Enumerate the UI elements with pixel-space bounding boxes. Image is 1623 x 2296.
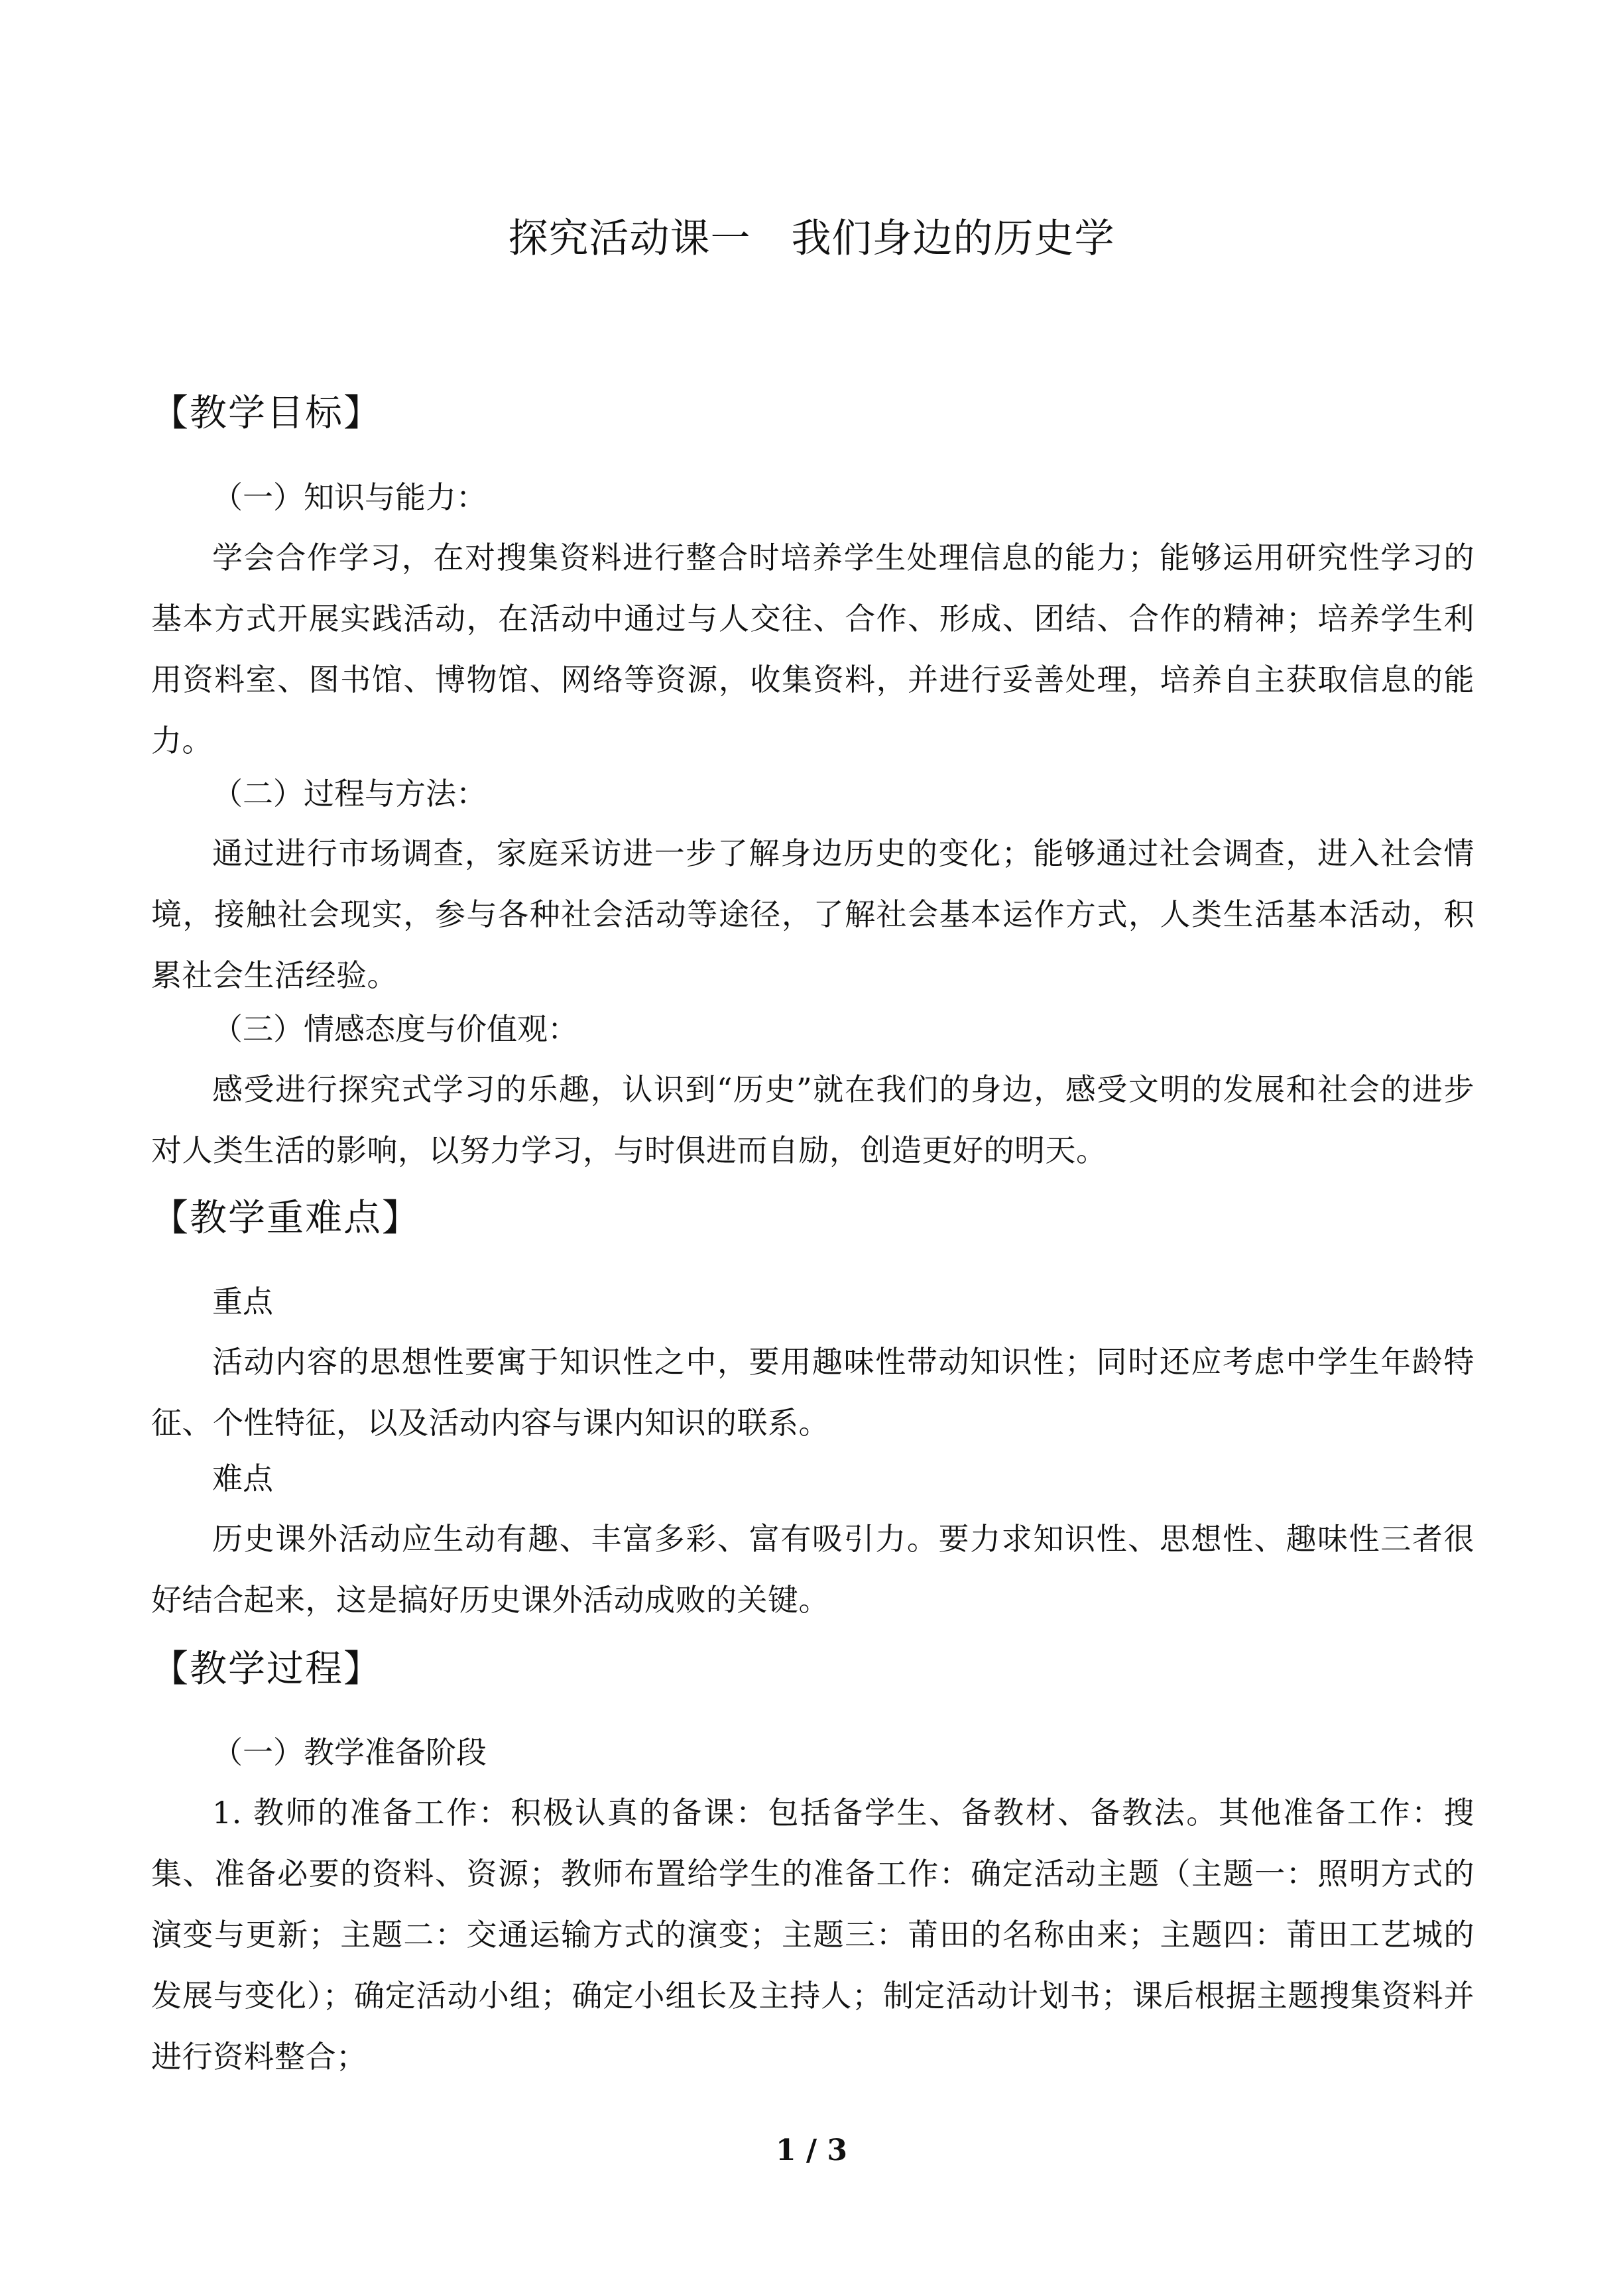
paragraph-difficulty: 历史课外活动应生动有趣、丰富多彩、富有吸引力。要力求知识性、思想性、趣味性三者很好结合起来，这是搞好历史课外活动成败的关键。	[151, 1521, 1474, 1618]
paragraph-teacher-preparation: 1. 教师的准备工作：积极认真的备课：包括备学生、备教材、备教法。其他准备工作：搜集、准备必要的资料、资源；教师布置给学生的准备工作：确定活动主题（主题一：照明方式的演变与更新；主题二：交通运输方式的演变；主题三：莆田的名称由来；主题四：莆田工艺城的发展与变化）；确定活动小组；确定小组长及主持人；制定活动计划书；课后根据主题搜集资料并进行资料整合；	[151, 1795, 1474, 2075]
subheading-preparation-stage: （一）教学准备阶段	[212, 1734, 487, 1770]
subheading-emotion-values: （三）情感态度与价值观：	[212, 1011, 578, 1047]
section-heading-teaching-goals: 【教学目标】	[151, 392, 382, 435]
paragraph-knowledge-ability: 学会合作学习，在对搜集资料进行整合时培养学生处理信息的能力；能够运用研究性学习的基本方式开展实践活动，在活动中通过与人交往、合作、形成、团结、合作的精神；培养学生利用资料室、图书馆、博物馆、网络等资源，收集资料，并进行妥善处理，培养自主获取信息的能力。	[151, 540, 1474, 758]
paragraph-key-point: 活动内容的思想性要寓于知识性之中，要用趣味性带动知识性；同时还应考虑中学生年龄特征、个性特征，以及活动内容与课内知识的联系。	[151, 1344, 1474, 1441]
page-number: 1 / 3	[776, 2134, 847, 2167]
document-title: 探究活动课一 我们身边的历史学	[508, 215, 1115, 262]
subheading-difficulty: 难点	[212, 1461, 273, 1496]
paragraph-process-method: 通过进行市场调查，家庭采访进一步了解身边历史的变化；能够通过社会调查，进入社会情境，接触社会现实，参与各种社会活动等途径，了解社会基本运作方式，人类生活基本活动，积累社会生活经验。	[151, 835, 1474, 993]
subheading-key-point: 重点	[212, 1284, 273, 1319]
section-heading-key-points: 【教学重难点】	[151, 1197, 420, 1240]
subheading-process-method: （二）过程与方法：	[212, 776, 487, 812]
section-heading-teaching-process: 【教学过程】	[151, 1648, 382, 1691]
paragraph-emotion-values: 感受进行探究式学习的乐趣，认识到“历史”就在我们的身边，感受文明的发展和社会的进步对人类生活的影响，以努力学习，与时俱进而自励，创造更好的明天。	[151, 1071, 1474, 1168]
subheading-knowledge-ability: （一）知识与能力：	[212, 479, 487, 515]
